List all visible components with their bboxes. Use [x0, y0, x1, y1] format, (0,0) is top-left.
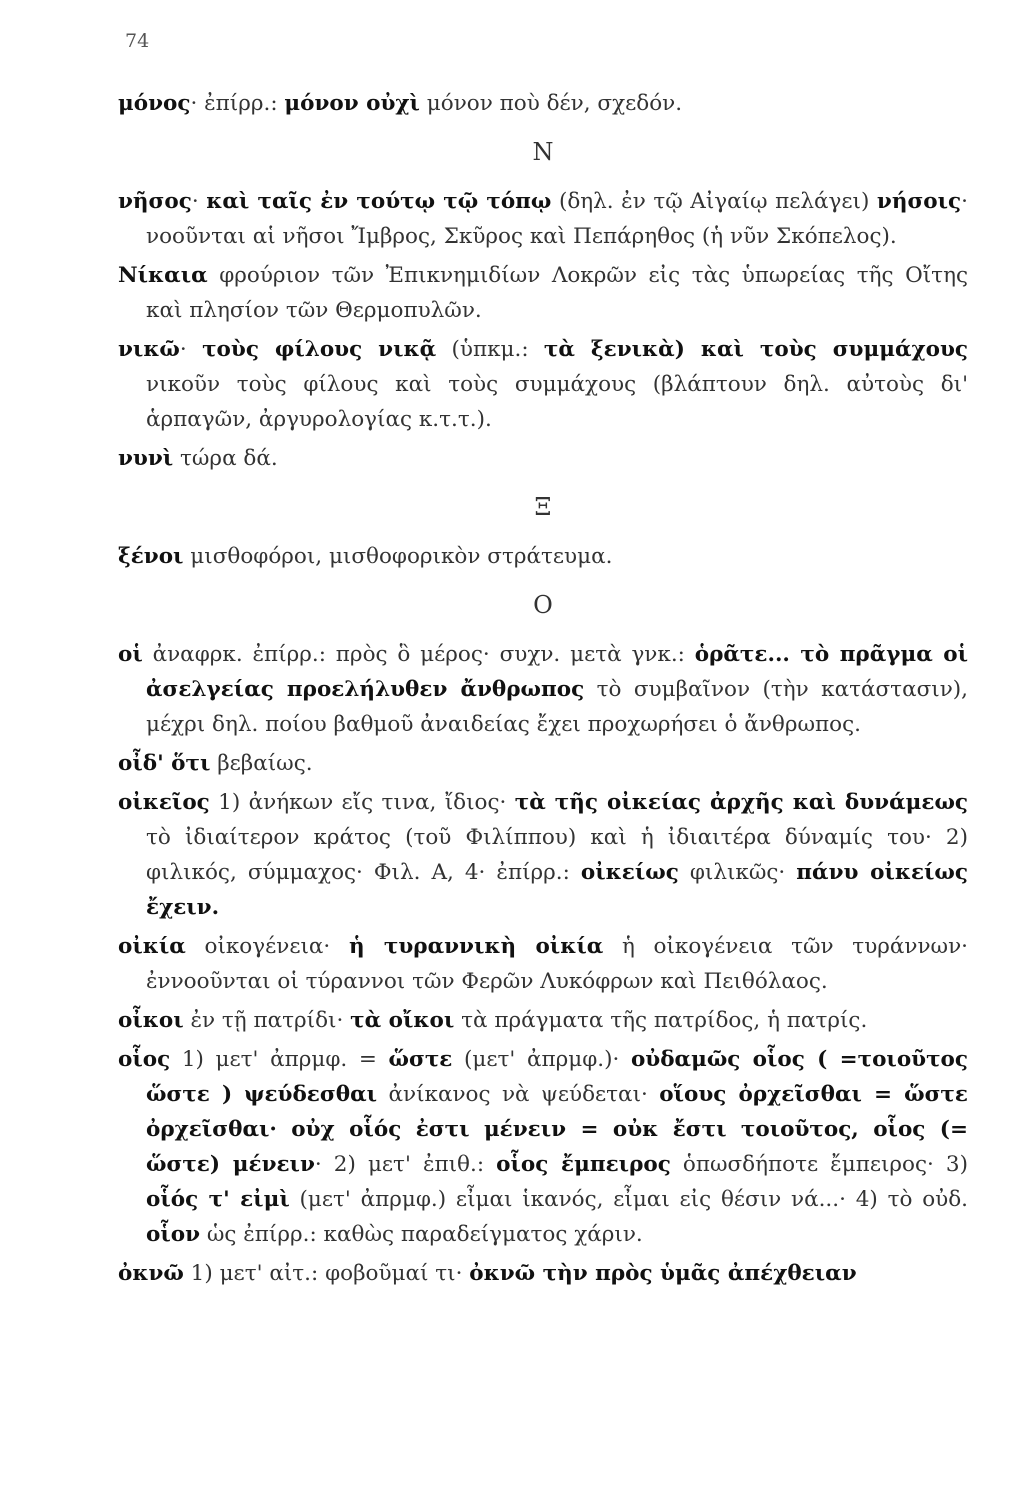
definition-text: τὸ ἰδιαίτερον κράτος (τοῦ Φιλίππου) καὶ ἡ ἰδιαιτέρα δύναμίς του· 2) φιλικός, σύμμαχος· Φιλ. Α, 4· ἐπίρρ.:	[146, 825, 968, 885]
headword: οἰκία	[118, 934, 186, 959]
headword: νικῶ	[118, 337, 180, 362]
definition-text: τὸ συμβαῖνον (τὴν κατάστασιν), μέχρι δηλ. ποίου βαθμοῦ ἀναιδείας ἔχει προχωρήσει ὁ ἄνθρωπος.	[146, 677, 968, 737]
glossary-entry	[118, 637, 968, 742]
glossary-entry	[118, 1042, 968, 1252]
definition-text: ·	[179, 337, 203, 362]
definition-text: φιλικῶς·	[678, 860, 797, 885]
definition-text: (ὑπκμ.:	[436, 337, 544, 362]
glossary-entry	[118, 86, 968, 121]
glossary-entry	[118, 929, 968, 999]
bold-phrase: οὐδαμῶς οἷος ( =τοιοῦτος ὥστε ) ψεύδεσθαι	[146, 1047, 968, 1107]
definition-text: ·	[191, 189, 207, 214]
bold-phrase: πάνυ οἰκείως ἔχειν.	[146, 860, 968, 920]
bold-phrase: ὀκνῶ τὴν πρὸς ὑμᾶς ἀπέχθειαν	[469, 1261, 857, 1286]
headword: ξένοι	[118, 544, 184, 569]
bold-phrase: μόνον οὐχὶ	[284, 91, 420, 116]
definition-text: 1) μετ' αἰτ.: φοβοῦμαί τι·	[183, 1261, 470, 1286]
bold-phrase: καὶ ταῖς ἐν τούτῳ τῷ τόπῳ	[206, 189, 552, 214]
definition-text: ὡς ἐπίρρ.: καθὼς παραδείγματος χάριν.	[200, 1222, 643, 1247]
glossary-entry	[118, 332, 968, 437]
glossary-entry	[118, 258, 968, 328]
headword: οἱ	[118, 642, 143, 667]
definition-text: τὰ πράγματα τῆς πατρίδος, ἡ πατρίς.	[454, 1008, 868, 1033]
definition-text: μισθοφόροι, μισθοφορικὸν στράτευμα.	[183, 544, 613, 569]
bold-phrase: οἷον	[146, 1222, 201, 1247]
definition-text: ἐν τῇ πατρίδι·	[183, 1008, 351, 1033]
bold-phrase: τοὺς φίλους νικᾷ	[202, 337, 437, 362]
bold-phrase: οἷος ἔμπειρος	[496, 1152, 671, 1177]
headword: νῆσος	[118, 189, 192, 214]
bold-phrase: τὰ τῆς οἰκείας ἀρχῆς καὶ δυνάμεως	[514, 790, 969, 815]
headword: ὀκνῶ	[118, 1261, 184, 1286]
bold-phrase: οἵους ὀρχεῖσθαι = ὥστε ὀρχεῖσθαι· οὐχ οἷός ἐστι μένειν = οὐκ ἔστι τοιοῦτος, οἷος (= ὥστε) μένειν	[146, 1082, 968, 1177]
section-letter: Ο	[533, 591, 553, 619]
headword: μόνος	[118, 91, 191, 116]
bold-phrase: ὁρᾶτε... τὸ πρᾶγμα οἱ ἀσελγείας προελήλυθεν ἄνθρωπος	[146, 642, 968, 702]
glossary-entry	[118, 1256, 968, 1291]
definition-text: · ἐπίρρ.:	[190, 91, 285, 116]
glossary-entry	[118, 785, 968, 925]
headword: Νίκαια	[118, 263, 208, 288]
definition-text: · 2) μετ' ἐπιθ.:	[314, 1152, 497, 1177]
definition-text: (μετ' ἀπρμφ.)·	[452, 1047, 631, 1072]
definition-text: νικοῦν τοὺς φίλους καὶ τοὺς συμμάχους (βλάπτουν δηλ. αὐτοὺς δι' ἁρπαγῶν, ἀργυρολογίας κ.τ.τ.).	[146, 372, 968, 432]
bold-phrase: οἷός τ' εἰμὶ	[146, 1187, 290, 1212]
definition-text: βεβαίως.	[210, 751, 313, 776]
section-letter: Ξ	[534, 493, 552, 521]
definition-text: · νοοῦνται αἱ νῆσοι Ἴμβρος, Σκῦρος καὶ Πεπάρηθος (ἡ νῦν Σκόπελος).	[146, 189, 968, 249]
section-letter: Ν	[532, 138, 554, 166]
bold-phrase: τὰ ξενικὰ) καὶ τοὺς συμμάχους	[543, 337, 968, 362]
headword: νυνὶ	[118, 446, 174, 471]
headword: οἷος	[118, 1047, 171, 1072]
page-number: 74	[125, 30, 150, 52]
definition-text: 1) ἀνήκων εἴς τινα, ἴδιος·	[209, 790, 515, 815]
glossary-entry	[118, 441, 968, 476]
bold-phrase: τὰ οἴκοι	[350, 1008, 455, 1033]
glossary-entry	[118, 746, 968, 781]
glossary-entry	[118, 539, 968, 574]
definition-text: μόνον ποὺ δέν, σχεδόν.	[419, 91, 683, 116]
bold-phrase: οἰκείως	[580, 860, 679, 885]
definition-text: ἀνίκανος νὰ ψεύδεται·	[377, 1082, 660, 1107]
glossary-content	[118, 86, 968, 1295]
glossary-entry	[118, 184, 968, 254]
glossary-entry	[118, 1003, 968, 1038]
definition-text: οἰκογένεια·	[185, 934, 349, 959]
bold-phrase: ὥστε	[388, 1047, 453, 1072]
definition-text: (δηλ. ἐν τῷ Αἰγαίῳ πελάγει)	[551, 189, 877, 214]
bold-phrase: νήσοις	[876, 189, 962, 214]
bold-phrase: ἡ τυραννικὴ οἰκία	[348, 934, 604, 959]
definition-text: ὁπωσδήποτε ἔμπειρος· 3)	[670, 1152, 968, 1177]
headword: οἶδ' ὅτι	[118, 751, 211, 776]
definition-text: 1) μετ' ἀπρμφ. =	[170, 1047, 389, 1072]
headword: οἰκεῖος	[118, 790, 210, 815]
definition-text: ἡ οἰκογένεια τῶν τυράννων· ἐννοοῦνται οἱ τύραννοι τῶν Φερῶν Λυκόφρων καὶ Πειθόλαος.	[146, 934, 968, 994]
definition-text: ἀναφρκ. ἐπίρρ.: πρὸς ὃ μέρος· συχν. μετὰ γνκ.:	[142, 642, 695, 667]
definition-text: φρούριον τῶν Ἐπικνημιδίων Λοκρῶν εἰς τὰς ὑπωρείας τῆς Οἴτης καὶ πλησίον τῶν Θερμοπυλῶν.	[146, 263, 968, 323]
headword: οἶκοι	[118, 1008, 184, 1033]
definition-text: τώρα δά.	[173, 446, 278, 471]
definition-text: (μετ' ἀπρμφ.) εἶμαι ἱκανός, εἶμαι εἰς θέσιν νά...· 4) τὸ οὐδ.	[289, 1187, 968, 1212]
